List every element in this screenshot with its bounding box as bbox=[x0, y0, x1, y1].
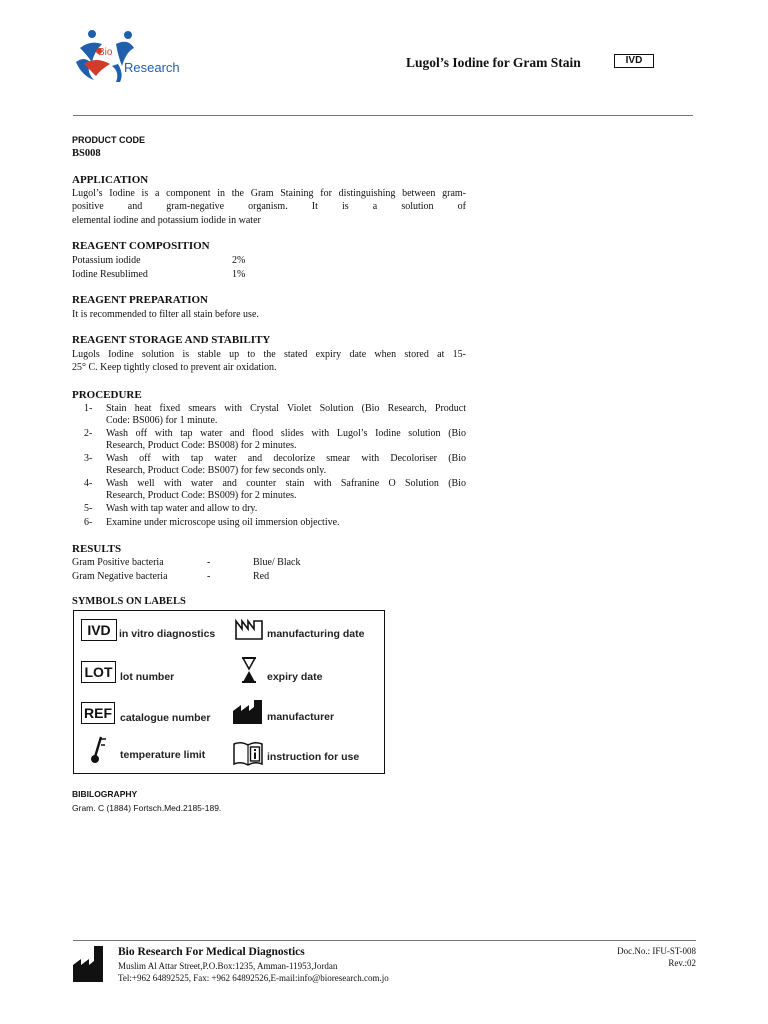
bibliography-heading: BIBILOGRAPHY bbox=[72, 789, 138, 799]
results-heading: RESULTS bbox=[72, 543, 122, 555]
composition-item-value: 2% bbox=[232, 255, 246, 266]
manufacturer-footer-icon bbox=[72, 945, 104, 983]
factory-outline-icon bbox=[234, 617, 264, 641]
expiry-label: expiry date bbox=[267, 671, 323, 683]
storage-text bbox=[72, 348, 466, 375]
step-line: Examine under microscope using oil immersion objective. bbox=[106, 517, 340, 528]
logo-research-text: Research bbox=[124, 60, 180, 75]
application-line: positive and gram-negative organism. It is a solution of bbox=[72, 201, 466, 213]
book-info-icon bbox=[232, 741, 264, 767]
composition-item-value: 1% bbox=[232, 269, 246, 280]
ivd-label: in vitro diagnostics bbox=[119, 628, 216, 640]
product-code-label: PRODUCT CODE bbox=[72, 135, 146, 145]
bibliography-text: Gram. C (1884) Fortsch.Med.2185-189. bbox=[72, 803, 222, 813]
manufacturer-label: manufacturer bbox=[267, 711, 335, 723]
hourglass-icon bbox=[240, 656, 258, 684]
ivd-symbol: IVD bbox=[81, 619, 117, 641]
temperature-label: temperature limit bbox=[120, 749, 206, 761]
ref-label: catalogue number bbox=[120, 712, 211, 724]
ivd-badge: IVD bbox=[614, 54, 654, 68]
footer-rev: Rev.:02 bbox=[668, 958, 696, 968]
result-value: Red bbox=[253, 571, 270, 582]
step-number: 1- bbox=[84, 403, 93, 414]
storage-line: Lugols Iodine solution is stable up to the stated expiry date when stored at 15- bbox=[72, 349, 466, 360]
step-line: Code: BS006) for 1 minute. bbox=[106, 415, 218, 427]
step-line: Wash with tap water and allow to dry. bbox=[106, 503, 258, 514]
application-heading: APPLICATION bbox=[72, 174, 149, 186]
result-name: Gram Positive bacteria bbox=[72, 557, 164, 568]
footer-contact: Tel:+962 64892525, Fax: +962 64892526,E-mail:info@bioresearch.com.jo bbox=[118, 973, 389, 983]
step-line: Research, Product Code: BS008) for 2 minutes. bbox=[106, 440, 297, 452]
step-line: Research, Product Code: BS009) for 2 minutes. bbox=[106, 490, 297, 502]
step-number: 5- bbox=[84, 503, 93, 514]
document-title: Lugol’s Iodine for Gram Stain bbox=[406, 55, 581, 70]
application-line: Lugol’s Iodine is a component in the Gram Staining for distinguishing between gram- bbox=[72, 188, 466, 199]
result-dash: - bbox=[207, 557, 211, 568]
preparation-text: It is recommended to filter all stain before use. bbox=[72, 309, 259, 320]
step-number: 3- bbox=[84, 453, 93, 464]
step-line: Wash well with water and counter stain with Safranine O Solution (Bio bbox=[106, 478, 466, 489]
step-line: Wash off with tap water and flood slides with Lugol’s Iodine solution (Bio bbox=[106, 428, 466, 439]
symbols-legend bbox=[73, 610, 385, 774]
header-divider bbox=[73, 115, 693, 116]
manufacturing-date-label: manufacturing date bbox=[267, 628, 365, 640]
procedure-heading: PROCEDURE bbox=[72, 389, 142, 401]
lot-symbol: LOT bbox=[81, 661, 116, 683]
step-number: 6- bbox=[84, 517, 93, 528]
preparation-heading: REAGENT PREPARATION bbox=[72, 294, 208, 306]
bio-research-logo bbox=[72, 26, 202, 86]
step-number: 4- bbox=[84, 478, 93, 489]
application-text bbox=[72, 187, 466, 227]
logo-bio-text: Bio bbox=[98, 47, 113, 58]
application-line: elemental iodine and potassium iodide in water bbox=[72, 214, 261, 226]
storage-line: 25° C. Keep tightly closed to prevent air oxidation. bbox=[72, 362, 277, 374]
result-value: Blue/ Black bbox=[253, 557, 301, 568]
composition-heading: REAGENT COMPOSITION bbox=[72, 240, 210, 252]
footer-divider bbox=[73, 940, 696, 941]
symbols-heading: SYMBOLS ON LABELS bbox=[72, 596, 186, 607]
logo-figures-icon bbox=[72, 26, 202, 86]
footer-address: Muslim Al Attar Street,P.O.Box:1235, Amman-11953,Jordan bbox=[118, 961, 338, 971]
lot-label: lot number bbox=[120, 671, 175, 683]
ref-symbol: REF bbox=[81, 702, 115, 724]
composition-item-name: Potassium iodide bbox=[72, 255, 141, 266]
composition-item-name: Iodine Resublimed bbox=[72, 269, 148, 280]
thermometer-icon bbox=[87, 733, 109, 765]
footer-doc-no: Doc.No.: IFU-ST-008 bbox=[617, 946, 696, 956]
result-dash: - bbox=[207, 571, 211, 582]
step-line: Stain heat fixed smears with Crystal Violet Solution (Bio Research, Product bbox=[106, 403, 466, 414]
result-name: Gram Negative bacteria bbox=[72, 571, 168, 582]
storage-heading: REAGENT STORAGE AND STABILITY bbox=[72, 334, 271, 346]
instruction-label: instruction for use bbox=[267, 751, 360, 763]
product-code-value: BS008 bbox=[72, 148, 101, 159]
factory-filled-icon bbox=[232, 699, 264, 725]
step-line: Research, Product Code: BS007) for few seconds only. bbox=[106, 465, 327, 477]
step-number: 2- bbox=[84, 428, 93, 439]
step-line: Wash off with tap water and decolorize smear with Decoloriser (Bio bbox=[106, 453, 466, 464]
footer-company: Bio Research For Medical Diagnostics bbox=[118, 946, 305, 958]
